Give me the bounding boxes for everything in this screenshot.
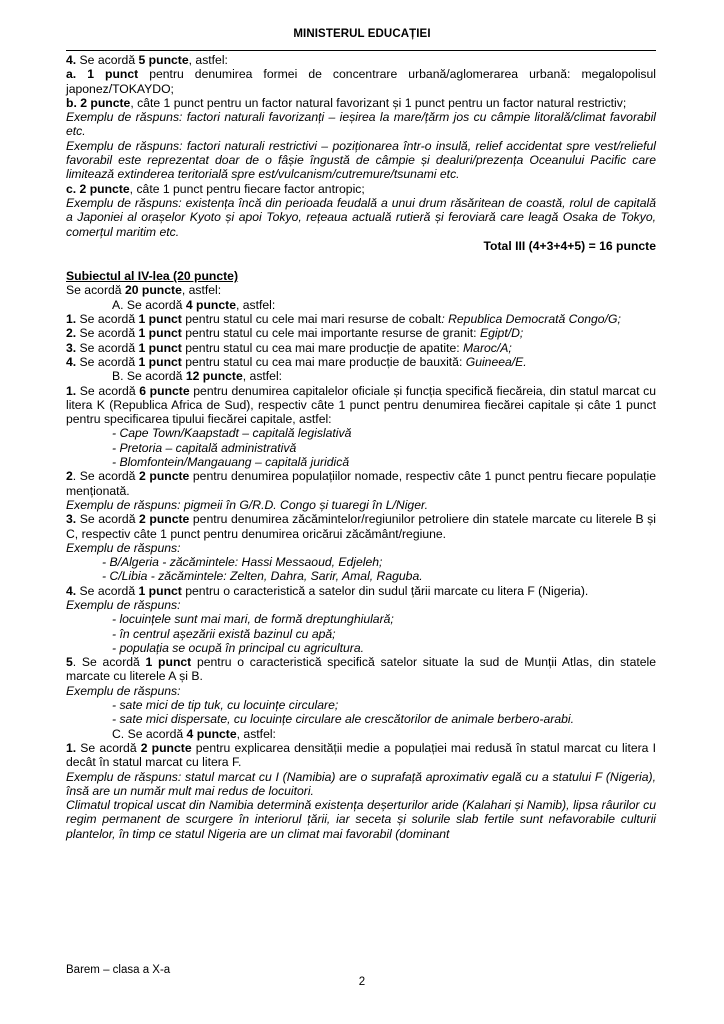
s4-b3: 3. Se acordă 2 puncte pentru denumirea zăcămintelor/regiunilor petroliere din statele marcate cu literele B și C, respectiv câte 1 punct pentru denumirea oricărui zăcământ/regiune.: [66, 512, 656, 541]
s4-c1-example-1: Exemplu de răspuns: statul marcat cu I (Namibia) are o suprafață aproximativ egală cu a statului F (Nigeria), însă are un număr mult mai redus de locuitori.: [66, 769, 656, 798]
s4-a1: 1. Se acordă 1 punct pentru statul cu cele mai mari resurse de cobalt: Republica Democrată Congo/G;: [66, 312, 621, 327]
s4-b4-example-label: Exemplu de răspuns:: [66, 597, 181, 612]
s4-c1: 1. Se acordă 2 puncte pentru explicarea densității medie a populației mai redusă în statul marcat cu litera I decât în statul marcat cu litera F.: [66, 740, 656, 770]
s4-b2: 2. Se acordă 2 puncte pentru denumirea populațiilor nomade, respectiv câte 1 punct pentru fiecare populație menționată.: [66, 469, 656, 498]
list-item: - Pretoria – capitală administrativă: [112, 440, 297, 455]
s4-title: Subiectul al IV-lea (20 puncte): [66, 269, 239, 284]
s4-a2: 2. Se acordă 1 punct pentru statul cu cele mai importante resurse de granit: Egipt/D;: [66, 326, 524, 341]
list-item: - C/Libia - zăcămintele: Zelten, Dahra, Sarir, Amal, Raguba.: [102, 569, 423, 584]
s4-intro: Se acordă 20 puncte, astfel:: [66, 283, 222, 298]
s4-b2-example: Exemplu de răspuns: pigmeii în G/R.D. Congo și tuaregi în L/Niger.: [66, 497, 428, 512]
page-content: [66, 53, 656, 841]
list-item: - populația se ocupă în principal cu agricultura.: [112, 640, 365, 655]
s4-b5-example-label: Exemplu de răspuns:: [66, 683, 181, 698]
s3-q4c-example: Exemplu de răspuns: existența încă din perioada feudală a unui drum răsăritean de coastă, rolul de capitală a Japoniei al orașelor Kyoto și apoi Tokyo, rețeaua actuală rutieră și feroviară care leagă Osaka de Tokyo, comerțul maritim etc.: [66, 195, 656, 239]
s3-q4c: c. 2 puncte, câte 1 punct pentru fiecare factor antropic;: [66, 181, 365, 196]
list-item: - Blomfontein/Mangauang – capitală juridică: [112, 455, 350, 470]
s3-q4b-example-1: Exemplu de răspuns: factori naturali favorizanți – ieșirea la mare/țărm jos cu câmpie litorală/climat favorabil etc.: [66, 110, 656, 139]
list-item: - Cape Town/Kaapstadt – capitală legislativă: [112, 426, 352, 441]
s3-q4: 4. Se acordă 5 puncte, astfel:: [66, 53, 228, 67]
footer-label: Barem – clasa a X-a: [66, 964, 171, 976]
list-item: - B/Algeria - zăcămintele: Hassi Messaoud, Edjeleh;: [102, 555, 383, 570]
list-item: - locuințele sunt mai mari, de formă dreptunghiulară;: [112, 612, 394, 627]
s4-section-b: B. Se acordă 12 puncte, astfel:: [112, 369, 283, 384]
s3-q4a: a. 1 punct pentru denumirea formei de concentrare urbană/aglomerarea urbană: megalopolisul japonez/TOKAYDO;: [66, 67, 656, 96]
s4-a3: 3. Se acordă 1 punct pentru statul cu cea mai mare producție de apatite: Maroc/A;: [66, 340, 512, 355]
s4-c1-example-2: Climatul tropical uscat din Namibia determină existența deșerturilor aride (Kalahari și Namib), lipsa râurilor cu regim permanent de scurgere în interiorul țării, iar seceta și solurile slab fertile sunt nefavorabile culturii plantelor, în timp ce statul Nigeria are un climat mai favorabil (dominant: [66, 798, 656, 841]
list-item: - sate mici dispersate, cu locuințe circulare ale crescătorilor de animale berbero-arabi.: [112, 712, 574, 727]
s4-section-c: C. Se acordă 4 puncte, astfel:: [112, 726, 276, 741]
page-header: MINISTERUL EDUCAȚIEI: [293, 28, 431, 40]
header-rule: [66, 50, 656, 51]
list-item: - sate mici de tip tuk, cu locuințe circulare;: [112, 698, 339, 713]
list-item: - în centrul așezării există bazinul cu apă;: [112, 626, 336, 641]
s3-q4b: b. 2 puncte, câte 1 punct pentru un factor natural favorizant și 1 punct pentru un factor natural restrictiv;: [66, 95, 627, 110]
s4-b1: 1. Se acordă 6 puncte pentru denumirea capitalelor oficiale și funcția specifică fiecăreia, din statul marcat cu litera K (Republica Africa de Sud), respectiv câte 1 punct pentru denumirea fiecărei capitale și câte 1 punct pentru specificarea tipului fiecărei capitale, astfel:: [66, 383, 656, 427]
page-number: 2: [358, 976, 366, 988]
s4-section-a: A. Se acordă 4 puncte, astfel:: [112, 297, 276, 312]
s4-b5: 5. Se acordă 1 punct pentru o caracteristică specifică satelor situate la sud de Munții Atlas, din statele marcate cu literele A și B.: [66, 655, 656, 684]
s4-b4: 4. Se acordă 1 punct pentru o caracteristică a satelor din sudul țării marcate cu litera F (Nigeria).: [66, 583, 589, 598]
s3-total: Total III (4+3+4+5) = 16 puncte: [483, 238, 656, 253]
s3-q4b-example-2: Exemplu de răspuns: factori naturali restrictivi – poziționarea într-o insulă, relief accidentat spre vest/relieful favorabil este reprezentat doar de o fâșie îngustă de câmpie și dealuri/prezența Oceanului Pacific care limitează extinderea teritorială spre est/vulcanism/cutremure/tsunami etc.: [66, 138, 656, 182]
s4-b3-example-label: Exemplu de răspuns:: [66, 540, 181, 555]
s4-a4: 4. Se acordă 1 punct pentru statul cu cea mai mare producție de bauxită: Guineea/E.: [66, 354, 527, 369]
